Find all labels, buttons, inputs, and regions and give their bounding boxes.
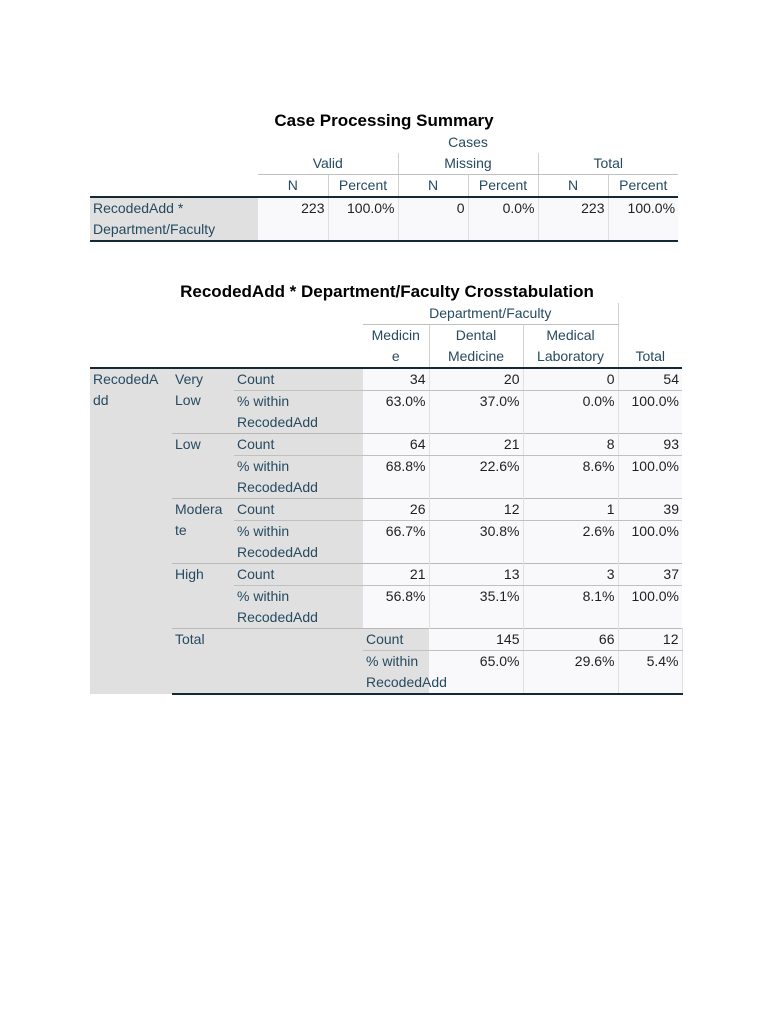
group-low-line1: Low (175, 436, 201, 452)
case-summary-table (90, 132, 678, 242)
count-label: Count (363, 629, 429, 651)
cell: 1 (523, 499, 618, 521)
group-very-low-label (172, 368, 234, 434)
total-row-spacer (172, 651, 363, 695)
missing-header: Missing (398, 153, 538, 175)
total-n-header: N (538, 175, 608, 198)
pct-label (234, 521, 363, 564)
pct-label (234, 456, 363, 499)
valid-percent-cell: 100.0% (328, 197, 398, 241)
col-medicine-line2: e (391, 348, 400, 364)
pct-label (234, 391, 363, 434)
cell: 2.6% (523, 521, 618, 564)
cell: 34 (363, 368, 429, 391)
pct-label (363, 651, 447, 695)
cell: 3 (523, 564, 618, 586)
pct-label-line2: RecodedAdd (237, 544, 318, 560)
group-very-low-line2: Low (175, 392, 201, 408)
group-high-label (172, 564, 234, 629)
count-label: Count (234, 368, 363, 391)
cell: 66 (523, 629, 618, 651)
cell: 30.8% (429, 521, 523, 564)
cell: 39 (618, 499, 682, 521)
cell: 66.7% (363, 521, 429, 564)
valid-n-header: N (258, 175, 328, 198)
col-total-header: Total (618, 325, 682, 369)
group-moderate-label (172, 499, 234, 564)
cell: 37.0% (429, 391, 523, 434)
case-row-label-line2: Department/Faculty (93, 221, 216, 237)
col-dental-line2: Medicine (447, 348, 505, 364)
cell: 21 (363, 564, 429, 586)
pct-label-line1: % within (237, 393, 290, 409)
cell: 5.4% (618, 651, 682, 695)
cell: 65.0% (429, 651, 523, 695)
total-n-cell: 223 (538, 197, 608, 241)
col-medical-laboratory-header (523, 325, 618, 369)
group-moderate-line1: Modera (175, 501, 223, 517)
cell: 21 (429, 434, 523, 456)
cell: 8.6% (523, 456, 618, 499)
cell: 100.0% (618, 521, 682, 564)
row-var-line1: RecodedA (93, 371, 159, 387)
cell: 8.1% (523, 586, 618, 629)
count-label: Count (234, 499, 363, 521)
cell: 22.6% (429, 456, 523, 499)
pct-label-line2: RecodedAdd (237, 609, 318, 625)
total-percent-header: Percent (608, 175, 678, 198)
total-row-label: Total (172, 629, 363, 651)
cell: 26 (363, 499, 429, 521)
pct-label (234, 586, 363, 629)
cell: 100.0% (618, 391, 682, 434)
total-percent-cell: 100.0% (608, 197, 678, 241)
cell: 35.1% (429, 586, 523, 629)
pct-label-line1: % within (237, 458, 290, 474)
cell: 0 (523, 368, 618, 391)
count-label: Count (234, 434, 363, 456)
cell: 12 (618, 629, 682, 651)
col-medlab-line1: Medical (546, 327, 595, 343)
col-dental-medicine-header (429, 325, 523, 369)
missing-percent-cell: 0.0% (468, 197, 538, 241)
valid-percent-header: Percent (328, 175, 398, 198)
case-row-label-line1: RecodedAdd * (93, 200, 184, 216)
crosstab-table (90, 303, 682, 695)
cases-header: Cases (258, 132, 678, 153)
crosstab-title: RecodedAdd * Department/Faculty Crosstabulation (180, 282, 594, 301)
missing-n-header: N (398, 175, 468, 198)
cell: 64 (363, 434, 429, 456)
pct-label-line2: RecodedAdd (237, 479, 318, 495)
valid-header: Valid (258, 153, 398, 175)
pct-label-line2: RecodedAdd (366, 674, 447, 690)
group-very-low-line1: Very (175, 371, 204, 387)
pct-label-line1: % within (366, 653, 419, 669)
cell: 100.0% (618, 456, 682, 499)
cell: 54 (618, 368, 682, 391)
pct-label-line1: % within (237, 588, 290, 604)
cell: 29.6% (523, 651, 618, 695)
col-medlab-line2: Laboratory (537, 348, 604, 364)
total-header: Total (538, 153, 678, 175)
pct-label-line1: % within (237, 523, 290, 539)
cell: 37 (618, 564, 682, 586)
col-medicine-line1: Medicin (371, 327, 420, 343)
group-moderate-line2: te (175, 522, 187, 538)
group-high-line1: High (175, 566, 204, 582)
valid-n-cell: 223 (258, 197, 328, 241)
department-faculty-header: Department/Faculty (363, 303, 618, 325)
pct-label-line2: RecodedAdd (237, 414, 318, 430)
case-summary-title: Case Processing Summary (274, 111, 494, 130)
count-label: Count (234, 564, 363, 586)
missing-n-cell: 0 (398, 197, 468, 241)
case-row-label (90, 197, 258, 241)
group-low-label (172, 434, 234, 499)
row-var-label (90, 368, 172, 694)
missing-percent-header: Percent (468, 175, 538, 198)
cell: 56.8% (363, 586, 429, 629)
cell: 20 (429, 368, 523, 391)
cell: 93 (618, 434, 682, 456)
cell: 0.0% (523, 391, 618, 434)
cell: 63.0% (363, 391, 429, 434)
cell: 8 (523, 434, 618, 456)
cell: 68.8% (363, 456, 429, 499)
cell: 12 (429, 499, 523, 521)
cell: 100.0% (618, 586, 682, 629)
cell: 145 (429, 629, 523, 651)
cell: 13 (429, 564, 523, 586)
col-medicine-header (363, 325, 429, 369)
col-dental-line1: Dental (455, 327, 497, 343)
row-var-line2: dd (93, 392, 109, 408)
